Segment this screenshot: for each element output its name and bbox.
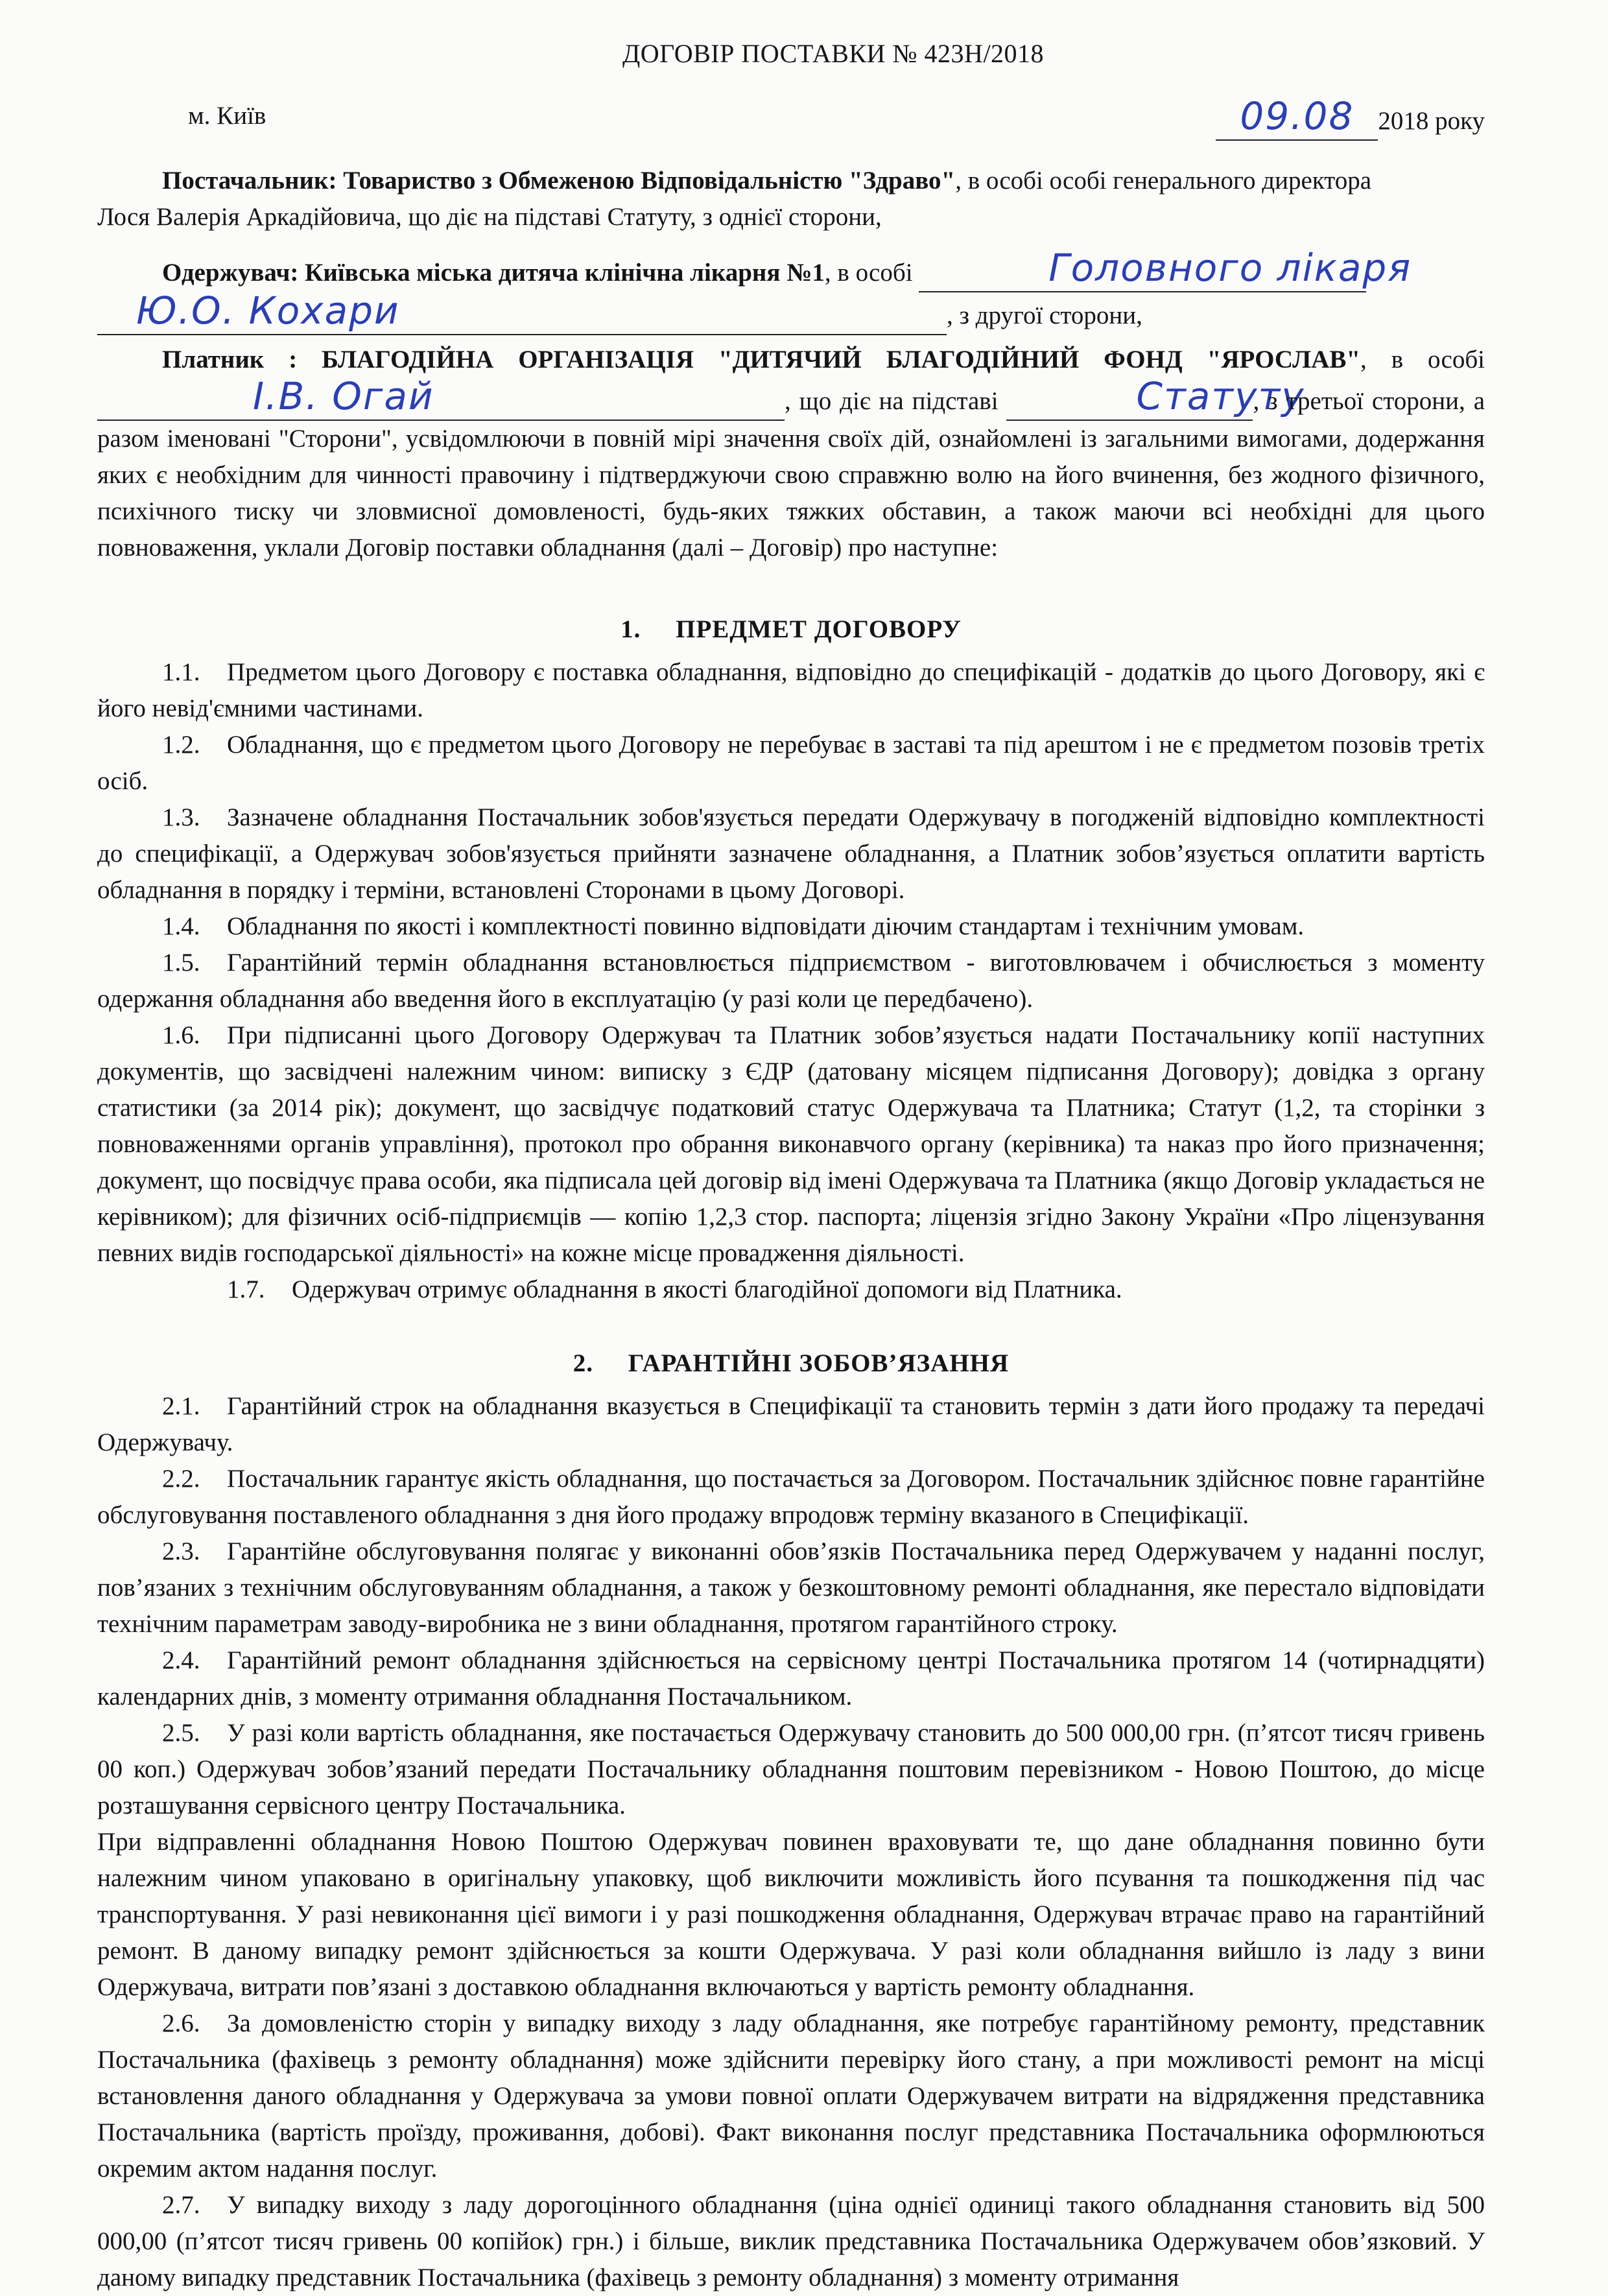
clause-section2-para-5: [97, 1824, 1485, 2006]
supplier-line-2: Лося Валерія Аркадійовича, що діє на підставі Статуту, з однієї сторони,: [97, 203, 882, 231]
section-1-items: [97, 654, 1485, 1308]
clause-number: 2.6.: [162, 2009, 200, 2037]
recipient-line-2: [97, 289, 1485, 335]
payer-basis-blank: [1006, 374, 1305, 421]
clause-number: 2.2.: [162, 1465, 200, 1493]
date: [1216, 94, 1485, 141]
clause-text: Одержувач отримує обладнання в якості благодійної допомоги від Платника.: [292, 1275, 1122, 1303]
clause-number: 2.3.: [162, 1537, 200, 1565]
payer-name-blank: [97, 374, 785, 421]
date-suffix: 2018 року: [1378, 107, 1485, 135]
section-2-title: ГАРАНТІЙНІ ЗОБОВ’ЯЗАННЯ: [628, 1349, 1010, 1377]
supplier-paragraph: [97, 163, 1485, 199]
clause-1-7: [97, 1272, 1485, 1308]
section-1-heading: [97, 611, 1485, 648]
section-2-number: 2.: [573, 1349, 594, 1377]
clause-text: При підписанні цього Договору Одержувач та Платник зобов’язується надати Постачальнику копії наступних документів, що засвідчені належним чином: виписку з ЄДР (датовану місяцем підписання Договору); довідка з органу статистики (за 2014 рік); документ, що засвідчує податковий статус Одержувача та Платника; Статут (1,2, та сторінки з повноваженнями органів управління), протокол про обрання виконавчого органу (керівника) та наказ про його призначення; документ, що посвідчує права особи, яка підписала цей договір від імені Одержувача та Платника (якщо Договір укладається не керівником); для фізичних осіб-підприємців — копію 1,2,3 стор. паспорта; ліцензія згідно Закону України «Про ліцензування певних видів господарської діяльності» на кожне місце провадження діяльності.: [97, 1021, 1485, 1267]
clause-number: 1.4.: [162, 912, 200, 940]
clause-text: Гарантійний ремонт обладнання здійснюється на сервісному центрі Постачальника протягом 14 (чотирнадцяти) календарних днів, з моменту отримання обладнання Постачальником.: [97, 1646, 1485, 1710]
payer-text-2: , що діє на підставі: [785, 387, 999, 415]
clause-1-6: [97, 1017, 1485, 1272]
clause-text: При відправленні обладнання Новою Поштою Одержувач повинен враховувати те, що дане обладнання повинно бути належним чином упаковано в оригінальну упаковку, щоб виключити можливість його псування та пошкодження під час транспортування. У разі невиконання цієї вимоги і у разі пошкодження обладнання, Одержувач втрачає право на гарантійний ремонт. В даному випадку ремонт здійснюється за кошти Одержувача. У разі коли обладнання вийшло із ладу з вини Одержувача, витрати пов’язані з доставкою обладнання включаються у вартість ремонту обладнання.: [97, 1828, 1485, 2001]
city: м. Київ: [188, 102, 266, 130]
date-blank: [1216, 94, 1378, 141]
clause-text: Обладнання, що є предметом цього Договору не перебуває в заставі та під арештом і не є предметом позовів третіх осіб.: [97, 731, 1485, 795]
clause-1-1: [97, 654, 1485, 727]
clause-number: 1.7.: [227, 1275, 265, 1303]
recipient-position-blank: [919, 246, 1412, 292]
clause-number: 2.7.: [162, 2191, 200, 2219]
section-2-heading: [97, 1345, 1485, 1382]
clause-text: У випадку виходу з ладу дорогоцінного обладнання (ціна однієї одиниці такого обладнання становить від 500 000,00 (п’ятсот тисяч гривень 00 копійок) грн.) і більше, виклик представника Постачальника Одержувачем обов’язковий. У даному випадку представник Постачальника (фахівець з ремонту обладнання) з моменту отримання: [97, 2191, 1485, 2291]
recipient-paragraph: [97, 246, 1485, 292]
clause-2-6: [97, 2006, 1485, 2187]
contract-page: [97, 36, 1485, 2296]
recipient-name-blank: [97, 289, 947, 335]
payer-mid: , в особі: [1360, 346, 1485, 373]
clause-text: Гарантійне обслуговування полягає у виконанні обов’язків Постачальника перед Одержувачем у наданні послуг, пов’язаних з технічним обслуговуванням обладнання, а також у безкоштовному ремонті обладнання, яке перестало відповідати технічним параметрам заводу-виробника не з вини обладнання, протягом гарантійного строку.: [97, 1537, 1485, 1638]
clause-text: Предметом цього Договору є поставка обладнання, відповідно до специфікацій - додатків до цього Договору, які є його невід'ємними частинами.: [97, 658, 1485, 722]
handwritten-position: Головного лікаря: [1048, 246, 1412, 290]
section-1-title: ПРЕДМЕТ ДОГОВОРУ: [676, 615, 962, 643]
supplier-label: Постачальник: Товариство з Обмеженою Відповідальністю "Здраво": [162, 167, 956, 195]
clause-text: Зазначене обладнання Постачальник зобов'язується передати Одержувачу в погодженій відповідно комплектності до специфікації, а Одержувач зобов'язується прийняти зазначене обладнання, а Платник зобов’язується оплатити вартість обладнання в порядку і терміни, встановлені Сторонами в цьому Договорі.: [97, 803, 1485, 904]
recipient-mid: , в особі: [824, 259, 913, 287]
handwritten-payer-name: І.В. Огай: [253, 374, 434, 418]
clause-1-2: [97, 727, 1485, 799]
payer-paragraph: [97, 342, 1485, 566]
recipient-label: Одержувач: Київська міська дитяча клінічна лікарня №1: [162, 259, 825, 287]
section-1-number: 1.: [621, 615, 641, 643]
handwritten-recipient-name: Ю.О. Кохари: [136, 289, 400, 333]
clause-number: 2.1.: [162, 1392, 200, 1420]
clause-number: 1.3.: [162, 803, 200, 831]
clause-2-2: [97, 1461, 1485, 1533]
clause-text: Гарантійний термін обладнання встановлюється підприємством - виготовлювачем і обчислюється з моменту одержання обладнання або введення його в експлуатацію (у разі коли це передбачено).: [97, 949, 1485, 1013]
clause-number: 1.6.: [162, 1021, 200, 1049]
clause-1-5: [97, 945, 1485, 1017]
clause-2-3: [97, 1533, 1485, 1642]
clause-text: Обладнання по якості і комплектності повинно відповідати діючим стандартам і технічним умовам.: [227, 912, 1305, 940]
clause-text: У разі коли вартість обладнання, яке постачається Одержувачу становить до 500 000,00 грн. (п’ятсот тисяч гривень 00 коп.) Одержувач зобов’язаний передати Постачальнику обладнання поштовим перевізником - Новою Поштою, до місце розташування сервісного центру Постачальника.: [97, 1719, 1485, 1819]
section-2-items: [97, 1388, 1485, 2296]
clause-text: За домовленістю сторін у випадку виходу з ладу обладнання, яке потребує гарантійному ремонту, представник Постачальника (фахівець з ремонту обладнання) може здійснити перевірку його стану, а при можливості ремонт на місці встановлення даного обладнання у Одержувача за умови повної оплати Одержувачем витрати на відрядження представника Постачальника (вартість проїзду, проживання, добові). Факт виконання послуг представника Постачальника оформлюються окремим актом надання послуг.: [97, 2009, 1485, 2183]
clause-1-4: [97, 908, 1485, 945]
clause-number: 1.5.: [162, 949, 200, 976]
handwritten-date: 09.08: [1240, 94, 1354, 138]
clause-number: 1.1.: [162, 658, 200, 686]
clause-text: Постачальник гарантує якість обладнання, що постачається за Договором. Постачальник здійснює повне гарантійне обслуговування поставленого обладнання з дня його продажу впродовж терміну вказаного в Специфікації.: [97, 1465, 1485, 1529]
handwritten-basis: Статуту: [1136, 374, 1305, 418]
clause-2-1: [97, 1388, 1485, 1461]
clause-2-4: [97, 1642, 1485, 1715]
clause-1-3: [97, 799, 1485, 908]
payer-text-3: , з третьої сторони, а разом іменовані "Сторони", усвідомлюючи в повній мірі значення своїх дій, ознайомлені із загальними вимогами, додержання яких є необхідним для чинності правочину і підтверджуючи свою справжню волю на його вчинення, без жодного фізичного, психічного тиску чи зловмисної домовленості, будь-яких тяжких обставин, а також маючи всі необхідні для цього повноваження, уклали Договір поставки обладнання (далі – Договір) про наступне:: [97, 387, 1485, 562]
place-date-row: [97, 94, 1485, 143]
supplier-rest: , в особі особі генерального директора: [955, 167, 1372, 195]
clause-number: 1.2.: [162, 731, 200, 759]
clause-2-7: [97, 2187, 1485, 2296]
clause-number: 2.5.: [162, 1719, 200, 1747]
clause-text: Гарантійний строк на обладнання вказується в Специфікації та становить термін з дати його продажу та передачі Одержувачу.: [97, 1392, 1485, 1456]
payer-label: Платник : БЛАГОДІЙНА ОРГАНІЗАЦІЯ "ДИТЯЧИЙ БЛАГОДІЙНИЙ ФОНД "ЯРОСЛАВ": [162, 346, 1360, 373]
clause-number: 2.4.: [162, 1646, 200, 1674]
document-title: ДОГОВІР ПОСТАВКИ № 423Н/2018: [622, 39, 1045, 68]
clause-2-5: [97, 1715, 1485, 1824]
recipient-rest: , з другої сторони,: [947, 302, 1142, 329]
